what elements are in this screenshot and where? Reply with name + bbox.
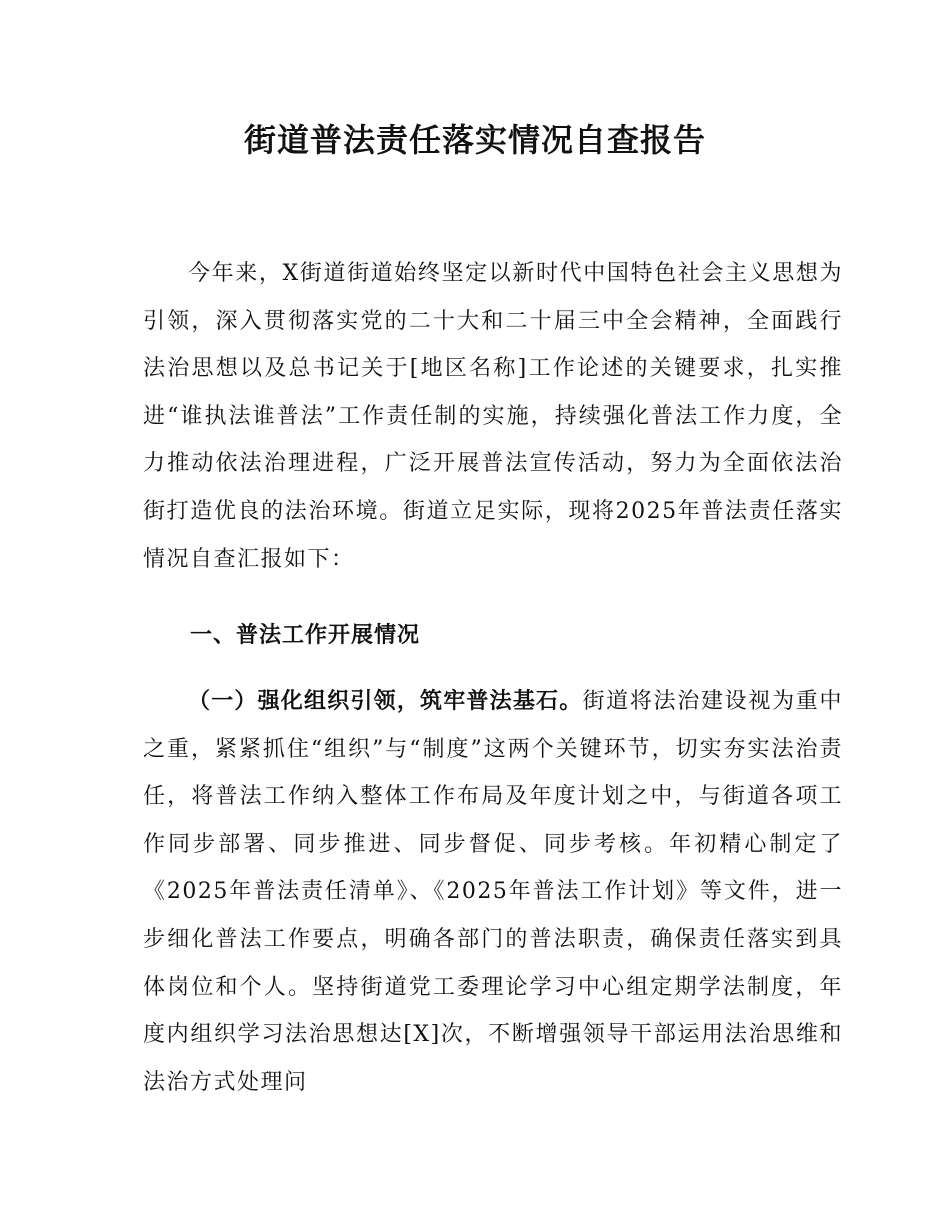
paragraph-lead: （一）强化组织引领，筑牢普法基石。 [188,689,583,714]
document-title: 街道普法责任落实情况自查报告 [243,121,706,159]
section-heading: 一、普法工作开展情况 [190,623,421,648]
section-paragraph [143,678,843,1106]
paragraph-body: 街道将法治建设视为重中之重，紧紧抓住“组织”与“制度”这两个关键环节，切实夯实法治责任，将普法工作纳入整体工作布局及年度计划之中，与街道各项工作同步部署、同步推进、同步督促、同步考核。年初精心制定了《2025年普法责任清单》、《2025年普法工作计划》等文件，进一步细化普法工作要点，明确各部门的普法职责，确保责任落实到具体岗位和个人。坚持街道党工委理论学习中心组定期学法制度，年度内组织学习法治思想达[X]次，不断增强领导干部运用法治思维和法治方式处理问 [143,689,843,1095]
intro-paragraph: 今年来，X街道街道始终坚定以新时代中国特色社会主义思想为引领，深入贯彻落实党的二十大和二十届三中全会精神，全面践行法治思想以及总书记关于[地区名称]工作论述的关键要求，扎实推进“谁执法谁普法”工作责任制的实施，持续强化普法工作力度，全力推动依法治理进程，广泛开展普法宣传活动，努力为全面依法治街打造优良的法治环境。街道立足实际，现将2025年普法责任落实情况自查汇报如下： [143,261,843,572]
